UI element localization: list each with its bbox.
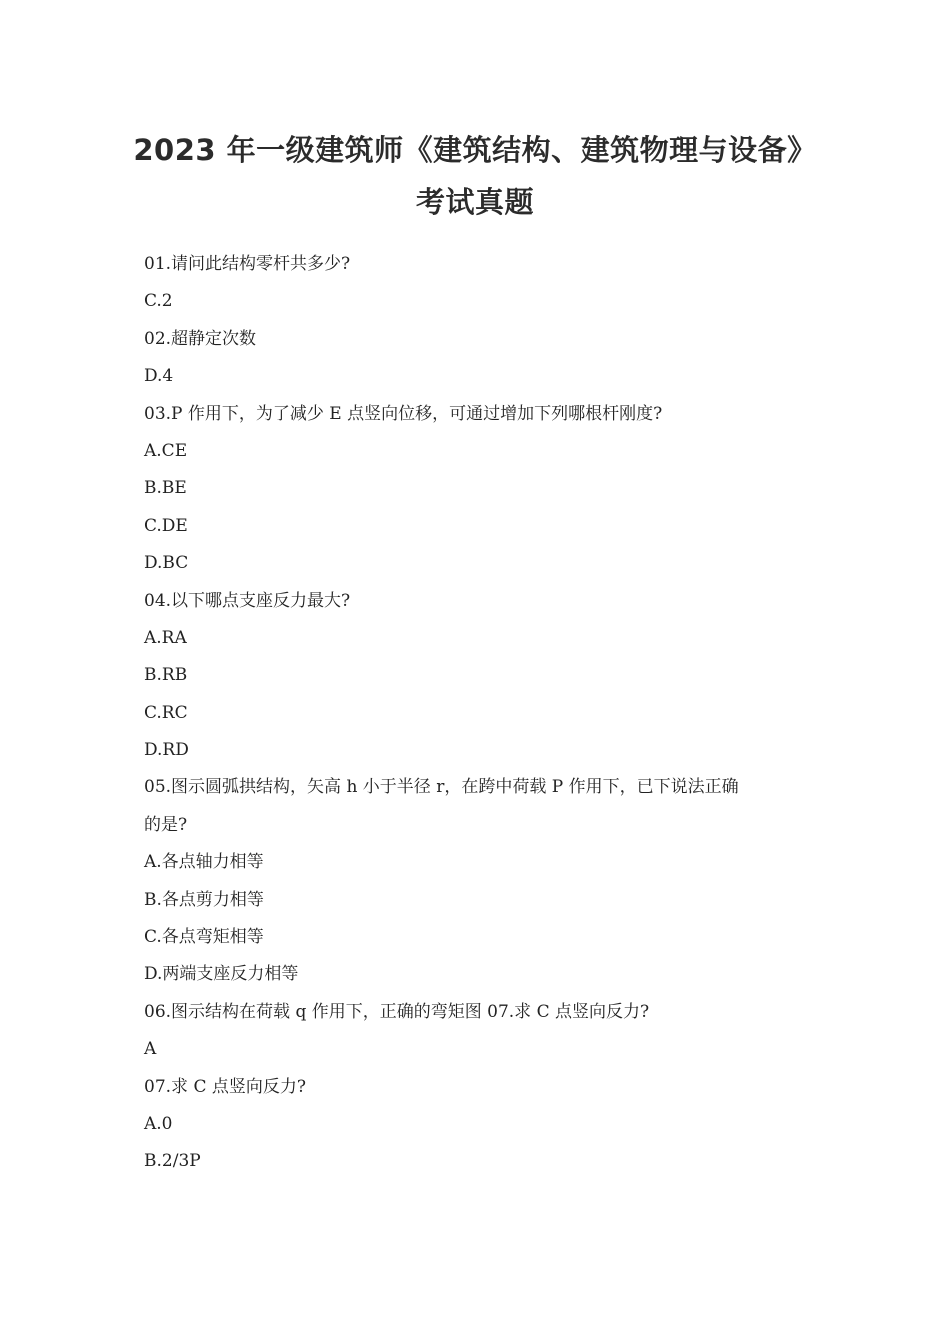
question-03: 03.P 作用下，为了减少 E 点竖向位移，可通过增加下列哪根杆刚度? <box>144 403 663 424</box>
option-line: A.0 <box>144 1113 173 1134</box>
option-line: D.两端支座反力相等 <box>144 964 299 985</box>
question-05-continued: 的是? <box>144 814 188 835</box>
option-line: B.BE <box>144 478 187 499</box>
question-05: 05.图示圆弧拱结构，矢高 h 小于半径 r，在跨中荷载 P 作用下，已下说法正确 <box>144 777 739 798</box>
option-line: C.DE <box>144 515 188 536</box>
option-line: D.BC <box>144 553 189 574</box>
option-line: B.RB <box>144 665 188 686</box>
question-01: 01.请问此结构零杆共多少? <box>144 254 351 274</box>
option-line: C.RC <box>144 702 188 723</box>
answer-line: C.2 <box>144 291 173 312</box>
document-title <box>0 124 950 228</box>
option-line: B.2/3P <box>144 1151 201 1172</box>
answer-line: D.4 <box>144 366 174 387</box>
option-line: B.各点剪力相等 <box>144 889 264 910</box>
option-line: D.RD <box>144 740 189 761</box>
option-line: A.各点轴力相等 <box>144 852 264 873</box>
option-line: A.RA <box>144 627 187 648</box>
question-06: 06.图示结构在荷载 q 作用下，正确的弯矩图 07.求 C 点竖向反力? <box>144 1001 650 1022</box>
option-line: A.CE <box>144 440 188 461</box>
title-line-1: 2023 年一级建筑师《建筑结构、建筑物理与设备》 <box>133 133 817 167</box>
question-07: 07.求 C 点竖向反力? <box>144 1076 306 1097</box>
answer-line: A <box>144 1039 157 1060</box>
question-list <box>144 248 824 1183</box>
title-line-2: 考试真题 <box>415 185 534 219</box>
option-line: C.各点弯矩相等 <box>144 927 264 948</box>
question-04: 04.以下哪点支座反力最大? <box>144 590 351 611</box>
question-02: 02.超静定次数 <box>144 328 257 349</box>
